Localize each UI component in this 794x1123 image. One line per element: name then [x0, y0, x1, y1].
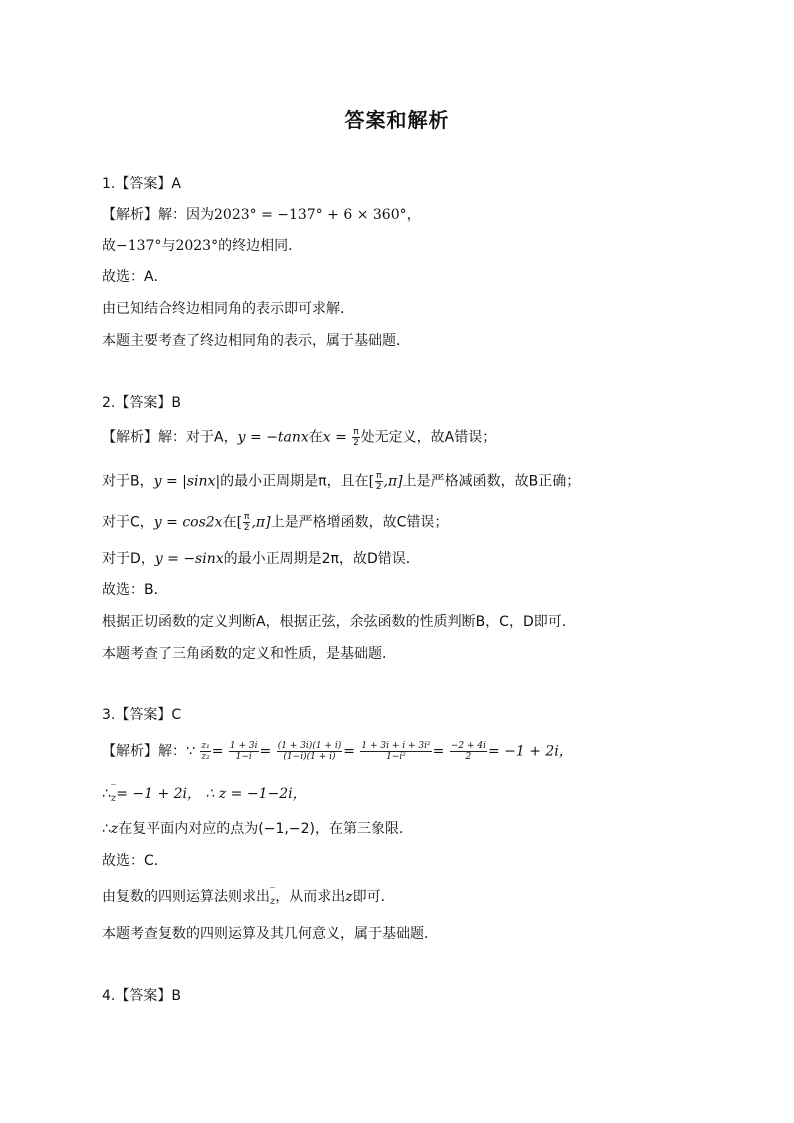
q3-choice: 故选：C．	[102, 853, 168, 869]
q4-answer: 4.【答案】B	[102, 988, 181, 1004]
q2-analysis-line-2: 对于B，y = |sinx|的最小正周期是π，且在[ $\frac{\pi}{2}$ ,π]上是严格减函数，故B正确；	[102, 471, 581, 492]
fraction-step-2: $\frac{(1 + 3i)(1 + i)}{(1-i)(1 + i)}$	[277, 741, 342, 762]
q3-analysis-line-1: 【解析】解：∵ $\frac{\text{z₁}}{\text{z₂}}$ = $\frac{1 + 3i}{1-i}$ = $\frac{(1 + 3i)(1 + i)}{(1-i)(1 + i)}$ = $\frac{\text{1 + 3i + i + 3i²}}{\text{1−i²}}$ = $\frac{-2 + 4i}{2}$ = −1 + 2i，	[102, 741, 573, 762]
fraction-step-1: $\frac{1 + 3i}{1-i}$	[229, 741, 258, 762]
pi-over-2-fraction: $\frac{\pi}{2}$	[375, 471, 382, 492]
fraction-z1-over-z2: $\frac{\text{z₁}}{\text{z₂}}$	[201, 741, 210, 762]
q2-analysis-line-4: 对于D，y = −sinx的最小正周期是2π，故D错误．	[102, 551, 420, 567]
q2-analysis-line-3: 对于C，y = cos2x在[ $\frac{\pi}{2}$ ,π]上是严格增函数，故C错误；	[102, 512, 449, 533]
q3-analysis-line-3: ∴z在复平面内对应的点为(−1,−2)，在第三象限．	[102, 821, 413, 837]
q1-summary: 本题主要考查了终边相同角的表示，属于基础题．	[102, 333, 410, 349]
q3-method: 由复数的四则运算法则求出 ‾ z ，从而求出z即可．	[102, 887, 395, 907]
q2-choice: 故选：B．	[102, 582, 168, 598]
fraction-step-3: $\frac{\text{1 + 3i + i + 3i²}}{\text{1−i²}}$	[361, 741, 431, 762]
q1-answer: 1.【答案】A	[102, 176, 181, 192]
q1-analysis-line-1: 【解析】解：因为2023° = −137° + 6 × 360°，	[102, 207, 421, 223]
q1-choice: 故选：A．	[102, 269, 168, 285]
z-conjugate: ‾ z	[270, 887, 276, 907]
page-title: 答案和解析	[344, 108, 450, 132]
q2-method: 根据正切函数的定义判断A，根据正弦，余弦函数的性质判断B，C，D即可．	[102, 614, 576, 630]
q2-answer: 2.【答案】B	[102, 395, 181, 411]
q1-analysis-line-2: 故−137°与2023°的终边相同．	[102, 238, 303, 254]
pi-over-2-fraction: $\frac{\pi}{2}$	[353, 427, 359, 448]
q3-analysis-line-2: ∴ ‾ z = −1 + 2i， ∴ z = −1−2i，	[102, 784, 307, 804]
q2-analysis-line-1: 【解析】解：对于A，y = −tanx在x = $\frac{\pi}{2}$ 处无定义，故A错误；	[102, 427, 497, 448]
fraction-step-4: $\frac{-2 + 4i}{2}$	[450, 741, 486, 762]
z-conjugate: ‾ z	[110, 784, 117, 804]
pi-over-2-fraction: $\frac{\pi}{2}$	[243, 512, 250, 533]
q3-answer: 3.【答案】C	[102, 707, 182, 723]
q2-summary: 本题考查了三角函数的定义和性质，是基础题．	[102, 646, 396, 662]
q1-method: 由已知结合终边相同角的表示即可求解．	[102, 301, 354, 317]
q3-summary: 本题考查复数的四则运算及其几何意义，属于基础题．	[102, 926, 438, 942]
